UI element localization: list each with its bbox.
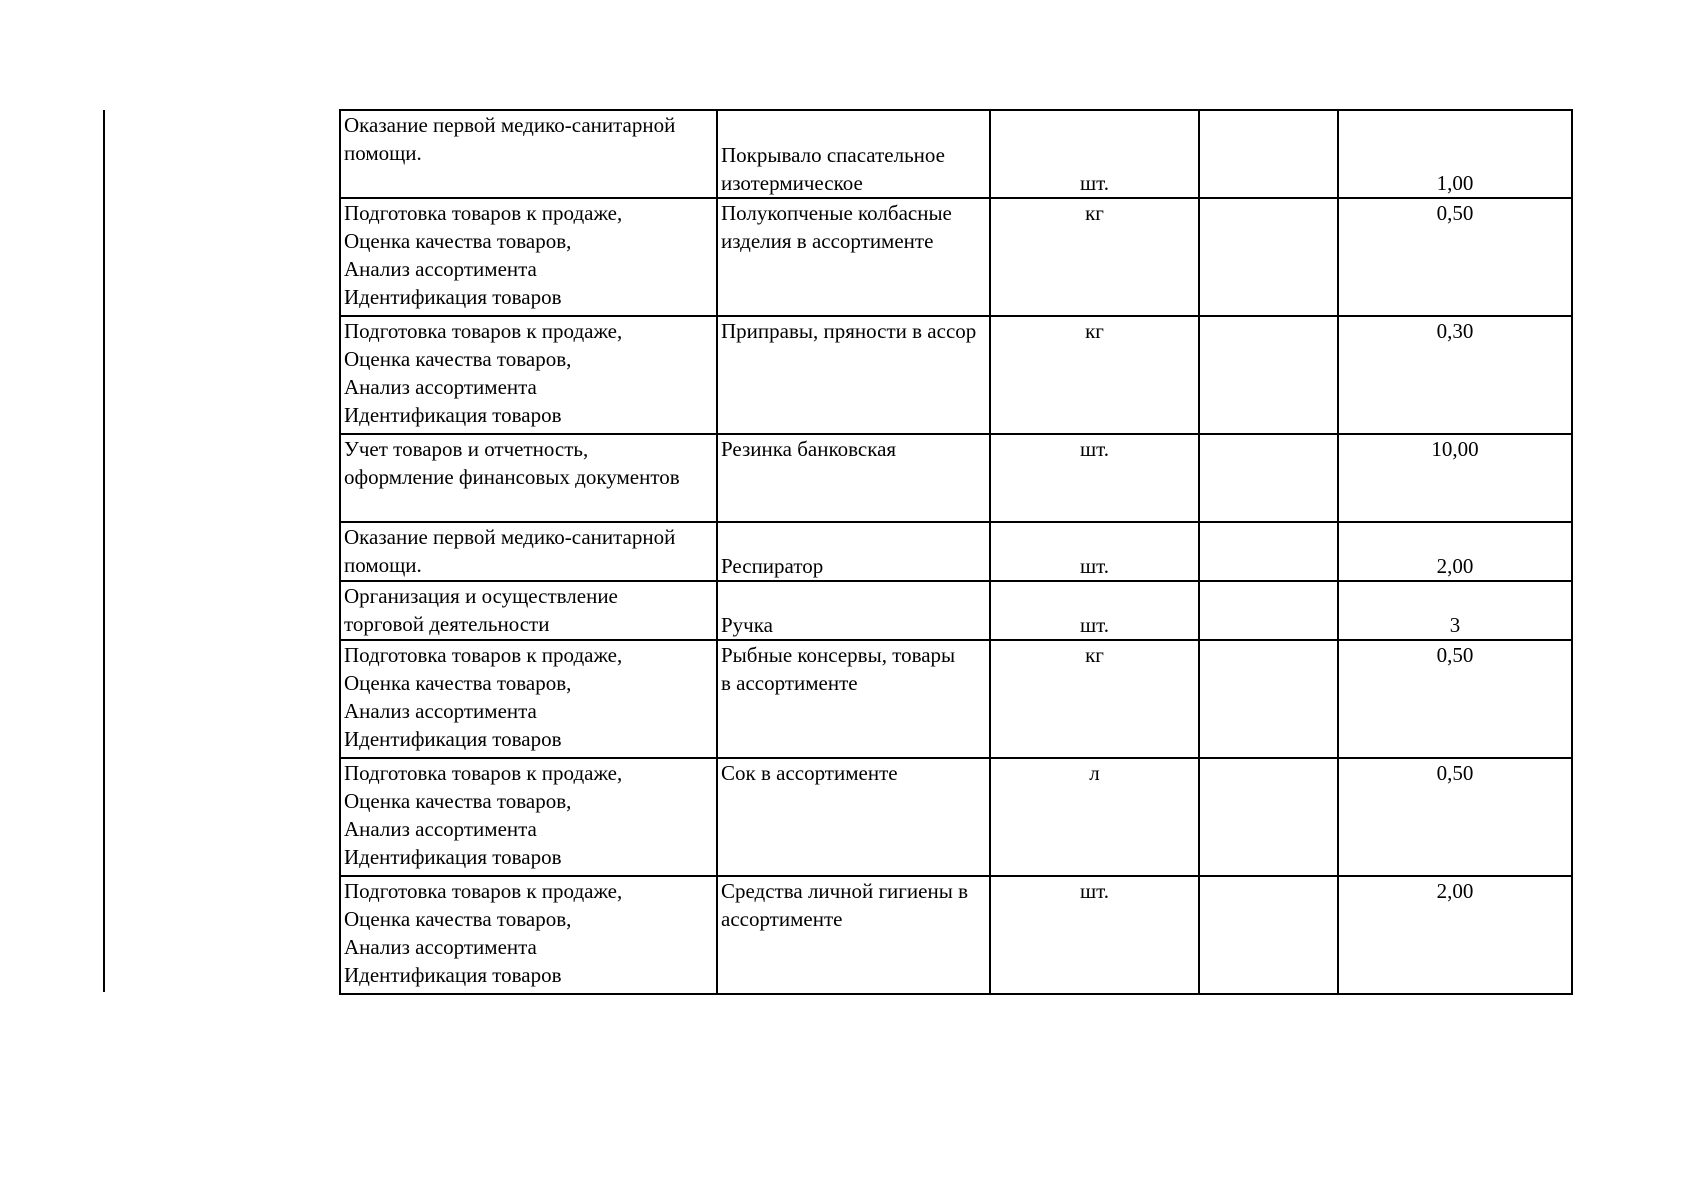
item-line: Средства личной гигиены в: [721, 879, 968, 903]
table-row: [340, 876, 1572, 994]
item-cell: [717, 434, 990, 522]
activity-line: Идентификация товаров: [344, 403, 562, 427]
activity-cell: [340, 434, 717, 522]
empty-cell: [1199, 876, 1338, 994]
item-cell: [717, 876, 990, 994]
activity-line: торговой деятельности: [344, 612, 550, 636]
table-row: [340, 434, 1572, 522]
empty-cell: [1199, 640, 1338, 758]
unit-cell: шт.: [990, 522, 1199, 581]
activity-line: Оценка качества товаров,: [344, 907, 572, 931]
activity-line: помощи.: [344, 553, 422, 577]
quantity-cell: 3: [1338, 581, 1572, 640]
activity-line: Оценка качества товаров,: [344, 671, 572, 695]
table-row: [340, 110, 1572, 198]
quantity-cell: 2,00: [1338, 522, 1572, 581]
quantity-cell: 1,00: [1338, 110, 1572, 198]
quantity-cell: 0,50: [1338, 198, 1572, 316]
table-row: [340, 758, 1572, 876]
quantity-cell: 0,50: [1338, 640, 1572, 758]
item-line: Респиратор: [721, 554, 824, 578]
item-cell: [717, 316, 990, 434]
activity-line: Подготовка товаров к продаже,: [344, 201, 623, 225]
activity-line: Идентификация товаров: [344, 727, 562, 751]
item-line: ассортименте: [721, 907, 843, 931]
activity-line: помощи.: [344, 141, 422, 165]
item-line: Приправы, пряности в ассор: [721, 319, 977, 343]
activity-line: Идентификация товаров: [344, 285, 562, 309]
empty-cell: [1199, 110, 1338, 198]
activity-line: Оказание первой медико-санитарной: [344, 113, 676, 137]
item-line: Полукопченые колбасные: [721, 201, 952, 225]
unit-cell: л: [990, 758, 1199, 876]
activity-line: Идентификация товаров: [344, 845, 562, 869]
activity-line: Оценка качества товаров,: [344, 789, 572, 813]
unit-cell: шт.: [990, 110, 1199, 198]
activity-line: Оказание первой медико-санитарной: [344, 525, 676, 549]
quantity-cell: 0,30: [1338, 316, 1572, 434]
table-row: [340, 316, 1572, 434]
activity-cell: [340, 640, 717, 758]
item-cell: [717, 640, 990, 758]
activity-line: Анализ ассортимента: [344, 699, 537, 723]
unit-cell: шт.: [990, 434, 1199, 522]
activity-line: Организация и осуществление: [344, 584, 618, 608]
item-cell: [717, 198, 990, 316]
empty-cell: [1199, 198, 1338, 316]
activity-line: Подготовка товаров к продаже,: [344, 879, 623, 903]
empty-cell: [1199, 522, 1338, 581]
unit-cell: кг: [990, 198, 1199, 316]
activity-cell: [340, 581, 717, 640]
activity-line: Оценка качества товаров,: [344, 229, 572, 253]
table-row: [340, 522, 1572, 581]
table-row: [340, 640, 1572, 758]
empty-cell: [1199, 316, 1338, 434]
activity-cell: [340, 198, 717, 316]
unit-cell: кг: [990, 640, 1199, 758]
item-line: Рыбные консервы, товары: [721, 643, 956, 667]
empty-cell: [1199, 758, 1338, 876]
item-cell: [717, 758, 990, 876]
supplies-table: [339, 109, 1573, 995]
activity-line: Анализ ассортимента: [344, 375, 537, 399]
item-line: изотермическое: [721, 171, 863, 195]
item-line: изделия в ассортименте: [721, 229, 934, 253]
activity-line: Оценка качества товаров,: [344, 347, 572, 371]
item-line: Резинка банковская: [721, 437, 897, 461]
activity-cell: [340, 758, 717, 876]
item-line: Сок в ассортименте: [721, 761, 898, 785]
item-line: Покрывало спасательное: [721, 143, 945, 167]
item-cell: [717, 581, 990, 640]
empty-cell: [1199, 581, 1338, 640]
activity-cell: [340, 110, 717, 198]
unit-cell: шт.: [990, 876, 1199, 994]
item-line: Ручка: [721, 613, 773, 637]
item-cell: [717, 110, 990, 198]
activity-line: Анализ ассортимента: [344, 935, 537, 959]
left-margin-rule: [103, 110, 105, 992]
activity-line: Подготовка товаров к продаже,: [344, 761, 623, 785]
activity-line: Подготовка товаров к продаже,: [344, 643, 623, 667]
quantity-cell: 10,00: [1338, 434, 1572, 522]
activity-line: Подготовка товаров к продаже,: [344, 319, 623, 343]
activity-cell: [340, 316, 717, 434]
activity-line: Учет товаров и отчетность,: [344, 437, 589, 461]
item-cell: [717, 522, 990, 581]
empty-cell: [1199, 434, 1338, 522]
activity-cell: [340, 522, 717, 581]
quantity-cell: 0,50: [1338, 758, 1572, 876]
table-row: [340, 198, 1572, 316]
table-row: [340, 581, 1572, 640]
unit-cell: кг: [990, 316, 1199, 434]
activity-line: Идентификация товаров: [344, 963, 562, 987]
activity-line: Анализ ассортимента: [344, 257, 537, 281]
activity-cell: [340, 876, 717, 994]
activity-line: оформление финансовых документов: [344, 465, 680, 489]
activity-line: Анализ ассортимента: [344, 817, 537, 841]
unit-cell: шт.: [990, 581, 1199, 640]
quantity-cell: 2,00: [1338, 876, 1572, 994]
item-line: в ассортименте: [721, 671, 858, 695]
